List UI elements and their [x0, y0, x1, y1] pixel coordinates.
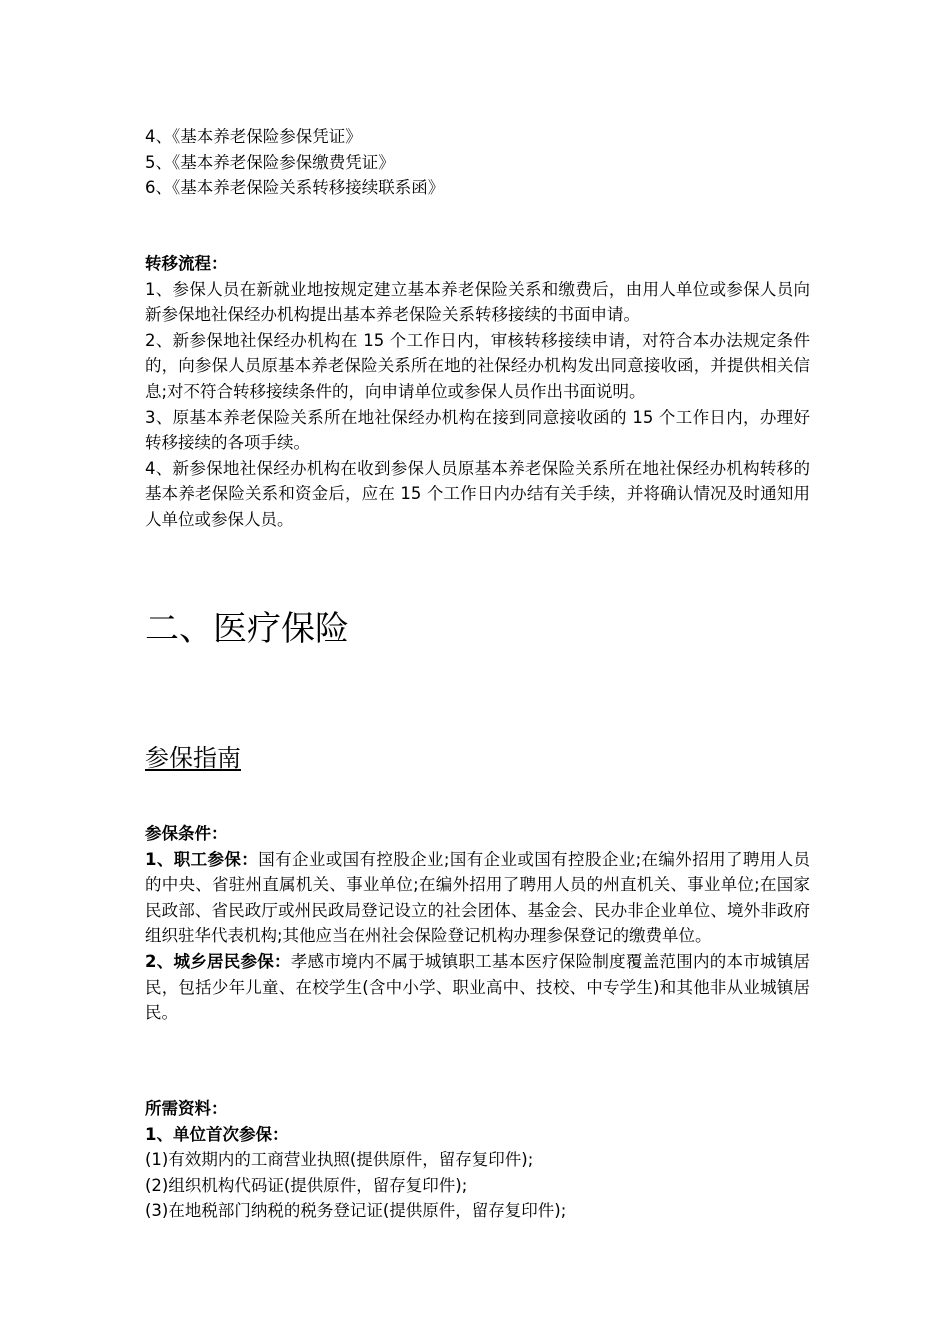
materials-list [145, 124, 810, 201]
required-section [145, 1096, 810, 1224]
guide-heading [145, 743, 810, 773]
transfer-section [145, 251, 810, 533]
transfer-step: 4、新参保地社保经办机构在收到参保人员原基本养老保险关系所在地社保经办机构转移的基本养老保险关系和资金后，应在 15 个工作日内办结有关手续，并将确认情况及时通知用人单位或参保人员。 [145, 458, 810, 529]
conditions-section [145, 821, 810, 1026]
transfer-step: 1、参保人员在新就业地按规定建立基本养老保险关系和缴费后，由用人单位或参保人员向新参保地社保经办机构提出基本养老保险关系转移接续的书面申请。 [145, 279, 810, 325]
condition-text: 国有企业或国有控股企业;国有企业或国有控股企业;在编外招用了聘用人员的中央、省驻州直属机关、事业单位;在编外招用了聘用人员的州直机关、事业单位;在国家民政部、省民政厅或州民政局登记设立的社会团体、基金会、民办非企业单位、境外非政府组织驻华代表机构;其他应当在州社会保险登记机构办理参保登记的缴费单位。 [145, 849, 811, 946]
required-item: (2)组织机构代码证(提供原件，留存复印件); [145, 1175, 468, 1195]
conditions-title: 参保条件： [145, 824, 228, 843]
required-item: (1)有效期内的工商营业执照(提供原件，留存复印件); [145, 1150, 534, 1170]
required-item: (3)在地税部门纳税的税务登记证(提供原件，留存复印件); [145, 1201, 567, 1221]
section-title: 二、医疗保险 [145, 609, 349, 649]
transfer-step: 3、原基本养老保险关系所在地社保经办机构在接到同意接收函的 15 个工作日内，办理好转移接续的各项手续。 [145, 407, 810, 453]
condition-label: 1、职工参保： [145, 849, 259, 869]
condition-item [145, 949, 810, 1026]
list-item: 4、《基本养老保险参保凭证》 [145, 127, 362, 146]
list-item: 5、《基本养老保险参保缴费凭证》 [145, 152, 395, 172]
required-title: 所需资料： [145, 1099, 228, 1118]
list-item: 6、《基本养老保险关系转移接续联系函》 [145, 178, 445, 198]
condition-label: 2、城乡居民参保： [145, 951, 291, 971]
transfer-title: 转移流程： [145, 254, 228, 273]
guide-title: 参保指南 [145, 744, 241, 772]
required-subtitle: 1、单位首次参保： [145, 1124, 289, 1144]
transfer-step: 2、新参保地社保经办机构在 15 个工作日内，审核转移接续申请，对符合本办法规定条件的，向参保人员原基本养老保险关系所在地的社保经办机构发出同意接收函，并提供相关信息;对不符合转移接续条件的，向申请单位或参保人员作出书面说明。 [145, 330, 810, 401]
condition-text: 孝感市境内不属于城镇职工基本医疗保险制度覆盖范围内的本市城镇居民，包括少年儿童、在校学生(含中小学、职业高中、技校、中专学生)和其他非从业城镇居民。 [145, 951, 811, 1023]
section-heading [145, 609, 810, 649]
condition-item [145, 847, 810, 949]
